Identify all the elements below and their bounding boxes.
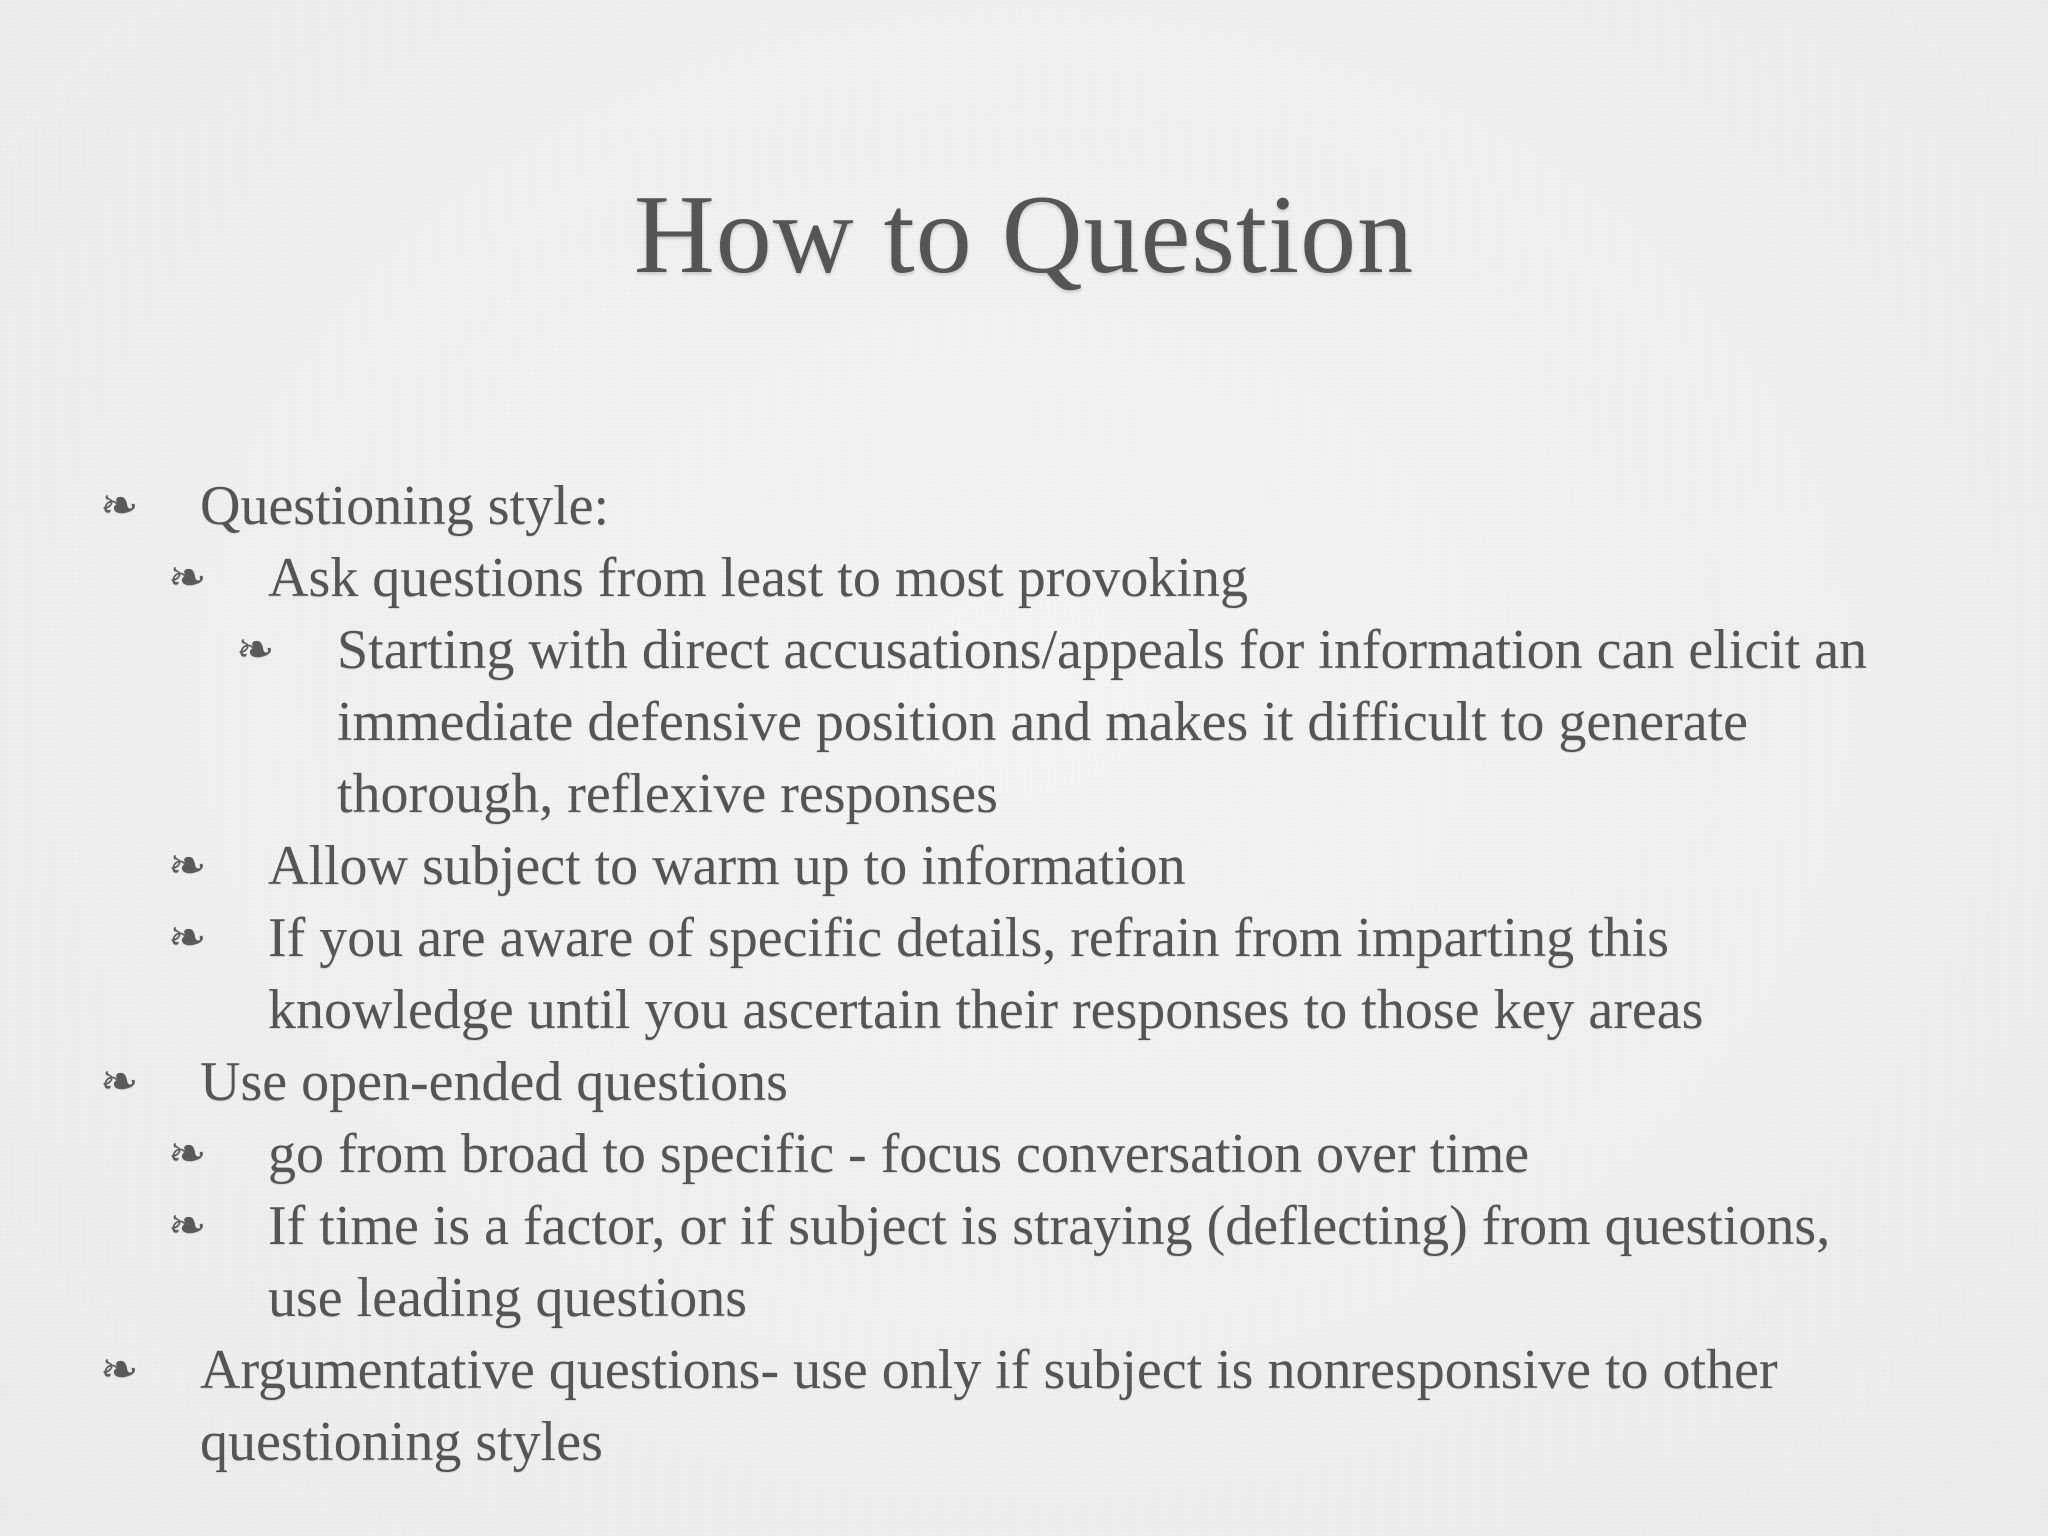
floral-heart-bullet-icon: ❧ (168, 1200, 207, 1251)
bullet-item (0, 830, 1908, 902)
floral-heart-bullet-icon: ❧ (168, 1128, 207, 1179)
bullet-text: Questioning style: (200, 475, 610, 537)
bullet-text: Use open-ended questions (200, 1051, 788, 1113)
bullet-item (0, 1190, 1908, 1334)
bullet-item (0, 902, 1908, 1046)
floral-heart-bullet-icon: ❧ (100, 1056, 139, 1107)
floral-heart-bullet-icon: ❧ (236, 624, 275, 675)
bullet-text: Starting with direct accusations/appeals for information can elicit an immediate defensive position and makes it difficult to generate thorough, reflexive responses (337, 619, 1868, 825)
bullet-item (0, 1118, 1908, 1190)
bullet-text: Argumentative questions- use only if subject is nonresponsive to other questioning styles (200, 1339, 1778, 1473)
bullet-item (0, 542, 1908, 614)
floral-heart-bullet-icon: ❧ (100, 1344, 139, 1395)
bullet-text: go from broad to specific - focus conversation over time (268, 1123, 1530, 1185)
bullet-list (0, 470, 2048, 1478)
bullet-item (0, 614, 1927, 830)
slide-title: How to Question (633, 173, 1415, 297)
bullet-text: Allow subject to warm up to information (268, 835, 1186, 897)
bullet-text: If you are aware of specific details, refrain from imparting this knowledge until you ascertain their responses to those key areas (268, 907, 1704, 1041)
bullet-item (0, 470, 1850, 542)
bullet-text: If time is a factor, or if subject is straying (deflecting) from questions, use leading questions (268, 1195, 1831, 1329)
floral-heart-bullet-icon: ❧ (168, 912, 207, 963)
floral-heart-bullet-icon: ❧ (168, 840, 207, 891)
floral-heart-bullet-icon: ❧ (100, 480, 139, 531)
floral-heart-bullet-icon: ❧ (168, 552, 207, 603)
bullet-item (0, 1046, 1850, 1118)
bullet-text: Ask questions from least to most provoking (268, 547, 1248, 609)
bullet-item (0, 1334, 1850, 1478)
